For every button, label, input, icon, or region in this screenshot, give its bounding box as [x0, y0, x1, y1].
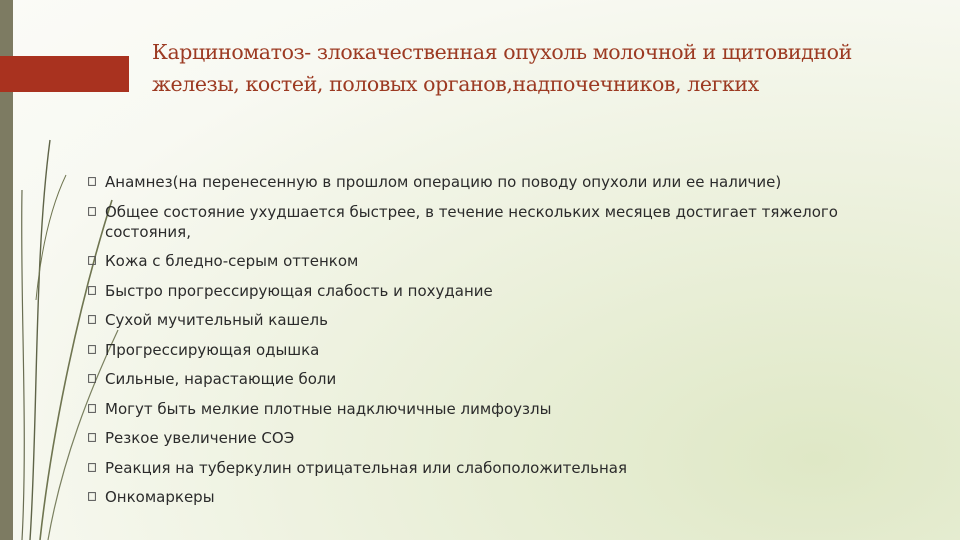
- list-item: [88, 399, 848, 419]
- list-item-text: Общее состояние ухудшается быстрее, в течение нескольких месяцев достигает тяжелого состояния,: [105, 202, 838, 241]
- square-bullet-icon: [88, 463, 96, 472]
- list-item: [88, 340, 848, 360]
- list-item: [88, 428, 848, 448]
- square-bullet-icon: [88, 492, 96, 501]
- list-item: [88, 458, 848, 478]
- list-item: [88, 251, 848, 271]
- list-item: [88, 172, 848, 192]
- square-bullet-icon: [88, 177, 96, 186]
- list-item: [88, 281, 848, 301]
- list-item-text: Сухой мучительный кашель: [105, 311, 328, 329]
- square-bullet-icon: [88, 433, 96, 442]
- list-item-text: Кожа с бледно-серым оттенком: [105, 252, 359, 270]
- square-bullet-icon: [88, 315, 96, 324]
- slide-title: [152, 36, 912, 100]
- symptom-list: [88, 172, 848, 517]
- title-line: железы, костей, половых органов,надпочечников, легких: [152, 72, 759, 96]
- list-item: [88, 369, 848, 389]
- square-bullet-icon: [88, 404, 96, 413]
- title-line: Карциноматоз- злокачественная опухоль молочной и щитовидной: [152, 40, 852, 64]
- list-item-text: Резкое увеличение СОЭ: [105, 429, 295, 447]
- square-bullet-icon: [88, 207, 96, 216]
- list-item-text: Прогрессирующая одышка: [105, 340, 320, 359]
- list-item-text: Анамнез(на перенесенную в прошлом операцию по поводу опухоли или ее наличие): [105, 173, 782, 191]
- list-item: [88, 202, 848, 242]
- square-bullet-icon: [88, 286, 96, 295]
- square-bullet-icon: [88, 256, 96, 265]
- square-bullet-icon: [88, 345, 96, 354]
- list-item-text: Могут быть мелкие плотные надключичные лимфоузлы: [105, 399, 552, 418]
- list-item-text: Онкомаркеры: [105, 488, 215, 506]
- square-bullet-icon: [88, 374, 96, 383]
- list-item: [88, 487, 848, 507]
- list-item: [88, 310, 848, 330]
- list-item-text: Сильные, нарастающие боли: [105, 370, 337, 388]
- list-item-text: Быстро прогрессирующая слабость и похудание: [105, 281, 493, 300]
- list-item-text: Реакция на туберкулин отрицательная или слабоположительная: [105, 458, 628, 477]
